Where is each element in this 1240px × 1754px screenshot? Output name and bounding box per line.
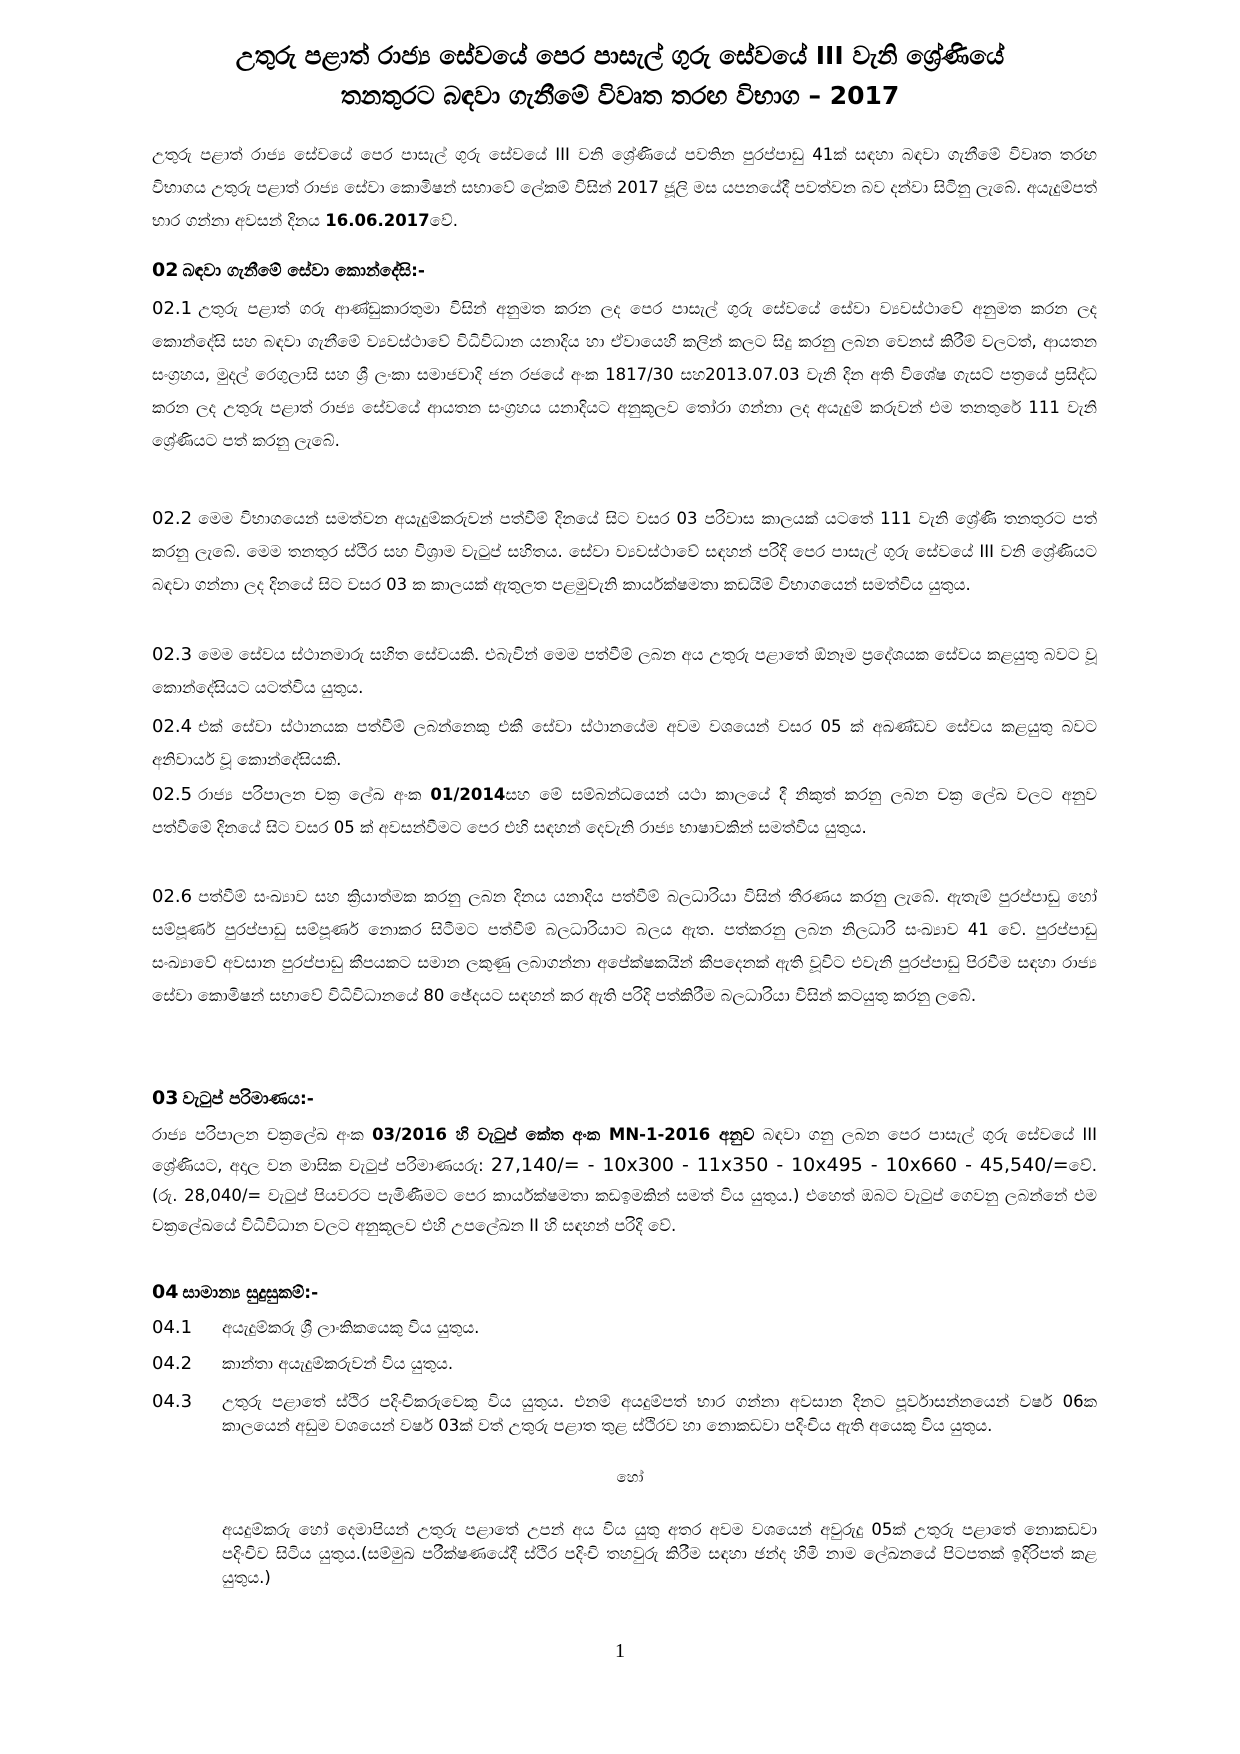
clause-text: උතුරු පළාත් ගරු ආණ්ඩුකාරතුමා විසින් අනුමත කරන ලද පෙර පාසැල් ගුරු සේවයේ සේවා ව්‍යවස්ථාවේ අනුමත කරන ලද කොන්දේසි සහ බඳවා ගැනීමේ ව්‍යවස්ථාවේ විධිවිධාන යනාදිය හා ඒවායෙහි කලින් කලට සිදු කරනු ලබන වෙනස් කිරීම් වලටත්, ආයතන සංග්‍රහය, මුදල් රෙගුලාසි සහ ශ්‍රී ලංකා සමාජවාදි ජන රජයේ අංක 1817/30 සහ2013.07.03 වැනි දින අති විශේෂ ගැසට් පත්‍රයේ ප්‍රසිද්ධ කරන ලද උතුරු පළාත් රාජ්‍ය සේවයේ ආයතන සංග්‍රහය යනාදියට අනුකූලව තෝරා ගන්නා ලද අයැදුම් කරුවන් එම තනතුරේ 111 වැනි ශ්‍රේණියට පත් කරනු ලැබේ. bbox=[152, 299, 1097, 450]
section-title: සාමාන්‍ය සුදුසුකම්:- bbox=[182, 1283, 319, 1303]
salary-text-mid: බඳවා ගනු ලබන පෙර පාසැල් ගුරු සේවයේ III ශ්‍රේණියට, අදාල වන මාසික වැටුප් පරිමාණයරු: bbox=[152, 1125, 1098, 1175]
item-number: 04.2 bbox=[152, 1353, 193, 1374]
qualification-04-2 bbox=[152, 1352, 1097, 1378]
clause-text: පත්වීම් සංඛ්‍යාව සහ ක්‍රියාත්මක කරනු ලබන දිනය යනාදිය පත්වීම් බලධාරියා විසින් තීරණය කරනු ලැබේ. ඇතැම් පුරප්පාඩු හෝ සම්පූර්ණ පුරප්පාඩු සම්පූර්ණ නොකර සිටීමට පත්වීම් බලධාරියාට බලය ඇත. පත්කරනු ලබන නිලධාරි සංඛ්‍යාව 41 වේ. පුරප්පාඩු සංඛ්‍යාවේ අවසාන පුරප්පාඩු කීපයකට සමාන ලකුණු ලබාගන්නා අපේක්ෂකයින් කීපදෙනක් ඇති වූවිට එවැනි පුරප්පාඩු පිරවීම සඳහා රාජ්‍ය සේවා කොමිෂන් සභාවේ විධිවිධානයේ 80 ඡේදයට සඳහන් කර ඇති පරිදි පත්කිරීම බලධාරියා විසින් කටයුතු කරනු ලබේ. bbox=[152, 887, 1097, 1005]
section-number: 04 bbox=[152, 1281, 179, 1303]
salary-text-pre: රාජ්‍ය පරිපාලන චක්‍රලේඛ අංක bbox=[152, 1125, 373, 1144]
clause-number: 02.4 bbox=[152, 716, 193, 737]
clause-number: 02.5 bbox=[152, 784, 193, 805]
clause-text: මෙම විභාගයෙන් සමත්වන අයැදුම්කරුවන් පත්වීම් දිනයේ සිට වසර 03 පරිවාස කාලයක් යටතේ 111 වැනි ශ්‍රේණි තනතුරට පත් කරනු ලැබේ. මෙම තනතුර ස්ථිර සහ විශ්‍රාම වැටුප් සහිතය. සේවා ව්‍යවස්ථාවේ සඳහන් පරිදි පෙර පාසැල් ගුරු සේවයේ III වනි ශ්‍රේණියට බඳවා ගන්නා ලද දිනයේ සිට වසර 03 ක කාලයක් ඇතුලත පළමුවැනි කාර්යක්ෂමතා කඩයිම් විභාගයෙන් සමත්විය යුතුය. bbox=[152, 509, 1097, 594]
item-text: උතුරු පළාතේ ස්ථිර පදිංචිකරුවෙකු විය යුතුය. එනම් අයදුම්පත් භාර ගන්නා අවසාන දිනට පූර්වාසන්නයෙන් වර්ෂ 06ක කාලයෙන් අඩුම වශයෙන් වර්ෂ 03ක් වත් උතුරු පළාත තුළ ස්ථිරව හා නොකඩවා පදිංචිය ඇති අයෙකු විය යුතුය. bbox=[222, 1392, 1097, 1435]
title-line-2: තනතුරට බඳවා ගැනීමේ විවෘත තරඟ විභාග – 2017 bbox=[340, 81, 900, 110]
section-02-heading bbox=[152, 258, 425, 283]
item-text: අයැදුම්කරු ශ්‍රී ලාංකිකයෙකු විය යුතුය. bbox=[222, 1318, 480, 1337]
title-line-1: උතුරු පළාත් රාජ්‍ය සේවයේ පෙර පාසැල් ගුරු සේවයේ III වැනි ශ්‍රේණියේ bbox=[235, 41, 1005, 70]
qualification-04-1 bbox=[152, 1316, 1097, 1342]
closing-date: 16.06.2017 bbox=[325, 211, 430, 230]
section-number: 02 bbox=[152, 259, 179, 281]
clause-number: 02.1 bbox=[152, 298, 193, 319]
item-text: කාන්තා අයැදුම්කරුවන් විය යුතුය. bbox=[222, 1354, 454, 1373]
clause-02-3 bbox=[152, 638, 1097, 704]
clause-text: එක් සේවා ස්ථානයක පත්වීම් ලබන්නෙකු එකී සේවා ස්ථානයේම අවම වශයෙන් වසර 05 ක් අඛණ්ඩව සේවය කළයුතු බවට අනිවාර්ය වූ කොන්දේසියකි. bbox=[152, 717, 1097, 769]
section-04-heading bbox=[152, 1280, 318, 1305]
section-03-heading bbox=[152, 1086, 314, 1111]
clause-02-6 bbox=[152, 880, 1097, 1012]
salary-code: 03/2016 හි වැටුප් කේත අංක MN-1-2016 අනුව bbox=[372, 1125, 755, 1144]
item-text: අයදුම්කරු හෝ දෙමාපියන් උතුරු පළාතේ උපන් අය විය යුතු අතර අවම වශයෙන් අවුරුදු 05ක් උතුරු පළාතේ නොකඩවා පදිංචිව සිටිය යුතුය.(සම්මුඛ පරීක්ෂණයේදී ස්ථිර පදිංචි තහවුරු කිරීම සඳහා ඡන්ද හිමි නාම ලේඛනයේ පිටපතක් ඉදිරිපත් කළ යුතුය.) bbox=[222, 1520, 1097, 1587]
clause-02-4 bbox=[152, 710, 1097, 776]
clause-text: සහ මේ සම්බන්ධයෙන් යථා කාලයේ දී නිකුත් කරනු ලබන චක්‍ර ලේඛ වලට අනුව පත්වීමේ දිනයේ සිට වසර 05 ක් අවසන්වීමට පෙර එහි සඳහන් දෙවැනි රාජ්‍ය භාෂාවකින් සමත්විය යුතුය. bbox=[152, 785, 1097, 837]
clause-text-pre: රාජ්‍ය පරිපාලන චක්‍ර ලේඛ අංක bbox=[198, 785, 431, 804]
clause-number: 02.2 bbox=[152, 508, 193, 529]
clause-02-1 bbox=[152, 292, 1097, 457]
section-number: 03 bbox=[152, 1087, 179, 1109]
page-number: 1 bbox=[615, 1640, 625, 1662]
intro-text: උතුරු පළාත් රාජ්‍ය සේවයේ පෙර පාසැල් ගුරු සේවයේ III වනි ශ්‍රේණියේ පවතින පුරප්පාඩු 41ක් සඳහා බඳවා ගැනීමේ විවෘත තරඟ විභාගය උතුරු පළාත් රාජ්‍ය සේවා කොමිෂන් සභාවේ ලේකම් විසින් 2017 ජූලි මස යපනයේදී පවත්වන බව දන්වා සිටිනු ලැබේ. අයැදුම්පත් භාර ගන්නා අවසන් දිනය bbox=[152, 145, 1097, 230]
salary-paragraph bbox=[152, 1120, 1097, 1241]
intro-paragraph bbox=[152, 138, 1097, 237]
section-title: බඳවා ගැනීමේ සේවා කොන්දේසි:- bbox=[182, 261, 425, 281]
salary-scale: 27,140/= - 10x300 - 11x350 - 10x495 - 10x660 - 45,540/= bbox=[490, 1154, 1069, 1176]
salary-text-post: වේ. (රු. 28,040/= වැටුප් පියවරට පැමිණීමට පෙර කාර්යක්ෂමතා කඩඉමකින් සමත් විය යුතුය.) එහෙත් ඔබට වැටුප් ගෙවනු ලබන්නේ එම චක්‍රලේඛයේ විධිවිධාන වලට අනුකූලව එහි උපලේඛන II හි සඳහන් පරිදි වේ. bbox=[152, 1156, 1097, 1235]
qualification-04-3-alternative bbox=[152, 1518, 1097, 1598]
clause-number: 02.6 bbox=[152, 886, 193, 907]
clause-02-5 bbox=[152, 778, 1097, 844]
clause-text: මෙම සේවය ස්ථානමාරු සහිත සේවයකි. එබැවින් මෙම පත්වීම් ලබන අය උතුරු පළාතේ ඕනෑම ප්‍රදේශයක සේවය කළයුතු බවට වූ කොන්දේසියට යටත්විය යුතුය. bbox=[152, 645, 1097, 697]
intro-suffix: වේ. bbox=[429, 211, 459, 230]
or-separator: හෝ bbox=[616, 1468, 644, 1486]
qualification-04-3 bbox=[152, 1390, 1097, 1470]
clause-number: 02.3 bbox=[152, 644, 193, 665]
item-number: 04.3 bbox=[152, 1391, 193, 1412]
section-title: වැටුප් පරිමාණය:- bbox=[182, 1089, 314, 1109]
circular-number: 01/2014 bbox=[430, 785, 506, 804]
clause-02-2 bbox=[152, 502, 1097, 601]
item-number: 04.1 bbox=[152, 1317, 193, 1338]
